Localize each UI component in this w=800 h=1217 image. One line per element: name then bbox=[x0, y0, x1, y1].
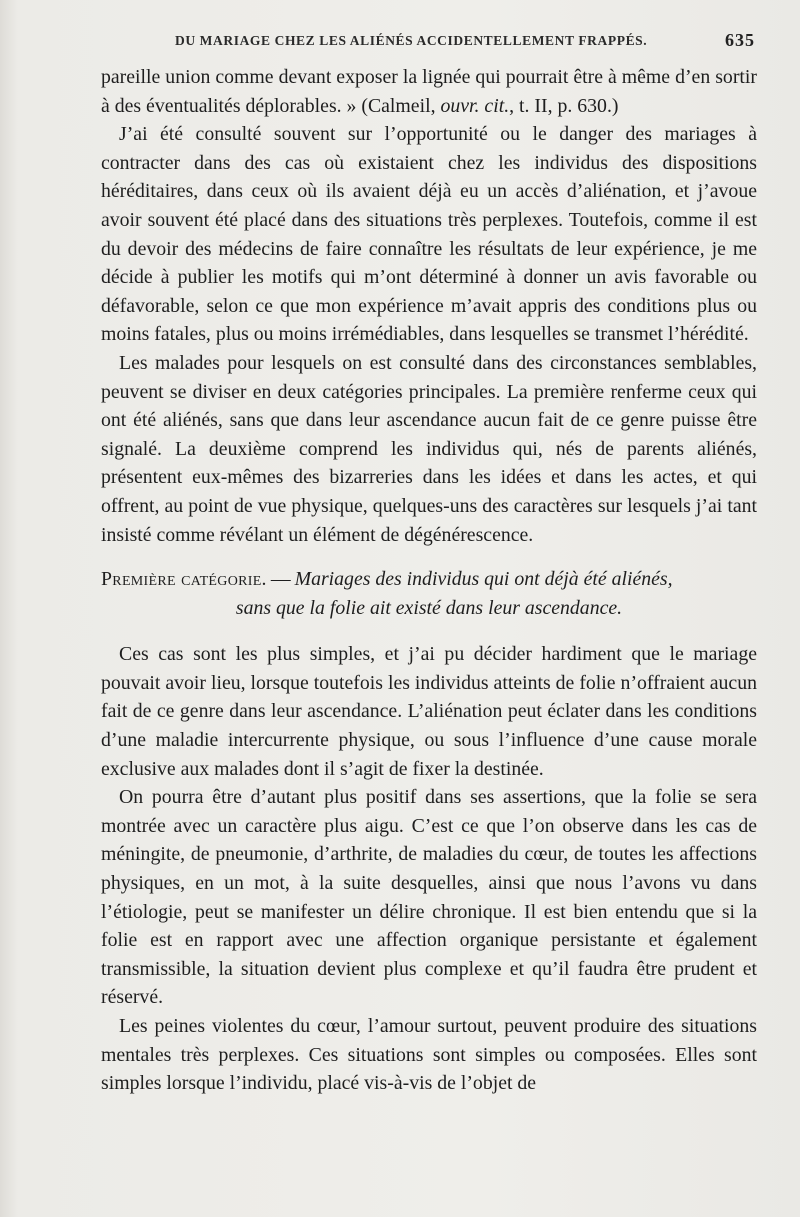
citation-abbreviation: ouvr. cit. bbox=[440, 94, 510, 117]
section-heading-line-1 bbox=[101, 565, 757, 594]
paragraph-categories: Les malades pour lesquels on est consulté dans des circonstances semblables, peuvent se diviser en deux catégories principales. La première renferme ceux qui ont été aliénés, sans que dans leur ascendance aucun fait de ce genre puisse être signalé. La deuxième comprend les individus qui, nés de parents aliénés, présentent eux-mêmes des bizarreries dans les idées et dans les actes, et qui offrent, au point de vue physique, quelques-uns des caractères sur lesquels j’ai tant insisté comme révélant un élément de dégénérescence. bbox=[101, 351, 757, 546]
paragraph-continuation-text: pareille union comme devant exposer la lignée qui pourrait être à même d’en sortir à des éventualités déplorables. » (Calmeil, bbox=[101, 66, 757, 117]
paragraph-acute-folie: On pourra être d’autant plus positif dans ses assertions, que la folie se sera montrée avec un caractère plus aigu. C’est ce que l’on observe dans les cas de méningite, de pneumonie, d’arthrite, de maladies du cœur, de toutes les affections physiques, en un mot, à la suite desquelles, ainsi que nous l’avons vu dans l’étiologie, peut se manifester un délire chronique. Il est bien entendu que si la folie est en rapport avec une affection organique persistante et également transmissible, la situation devient plus complexe et qu’il faudra être prudent et réservé. bbox=[101, 786, 757, 1009]
section-subject-line-1: Mariages des individus qui ont déjà été aliénés, bbox=[294, 568, 673, 591]
paragraph-simple-cases: Ces cas sont les plus simples, et j’ai pu décider hardiment que le mariage pouvait avoir lieu, lorsque toutefois les individus atteints de folie n’offraient aucun fait de ce genre dans leur ascendance. L’aliénation peut éclater dans les conditions d’une maladie intercurrente physique, ou sous l’influence d’une cause morale exclusive aux malades dont il s’agit de fixer la destinée. bbox=[101, 643, 757, 780]
paragraph-continuation bbox=[101, 63, 757, 120]
running-title: DU MARIAGE CHEZ LES ALIÉNÉS ACCIDENTELLEMENT FRAPPÉS. bbox=[175, 33, 648, 48]
section-separator: — bbox=[270, 568, 291, 591]
page-header bbox=[175, 30, 755, 55]
section-subject-line-2: sans que la folie ait existé dans leur ascendance. bbox=[235, 596, 623, 619]
body-text bbox=[101, 63, 757, 1098]
paragraph-peines-du-coeur: Les peines violentes du cœur, l’amour surtout, peuvent produire des situations mentales très perplexes. Ces situations sont simples ou composées. Elles sont simples lorsque l’individu, placé vis-à-vis de l’objet de bbox=[101, 1015, 757, 1095]
citation-reference: , t. II, p. 630.) bbox=[509, 94, 619, 117]
page-number: 635 bbox=[725, 30, 755, 50]
section-heading bbox=[101, 565, 757, 622]
section-label: Première catégorie. bbox=[101, 568, 267, 591]
paragraph-consultation: J’ai été consulté souvent sur l’opportunité ou le danger des mariages à contracter dans des cas où existaient chez les individus des dispositions héréditaires, dans ceux où ils avaient déjà eu un accès d’aliénation, et j’avoue avoir souvent été placé dans des situations très perplexes. Toutefois, comme il est du devoir des médecins de faire connaître les résultats de leur expérience, je me décide à publier les motifs qui m’ont déterminé à donner un avis favorable ou défavorable, selon ce que mon expérience m’avait appris des conditions plus ou moins fatales, plus ou moins irrémédiables, dans lesquelles se transmet l’hérédité. bbox=[101, 123, 757, 346]
